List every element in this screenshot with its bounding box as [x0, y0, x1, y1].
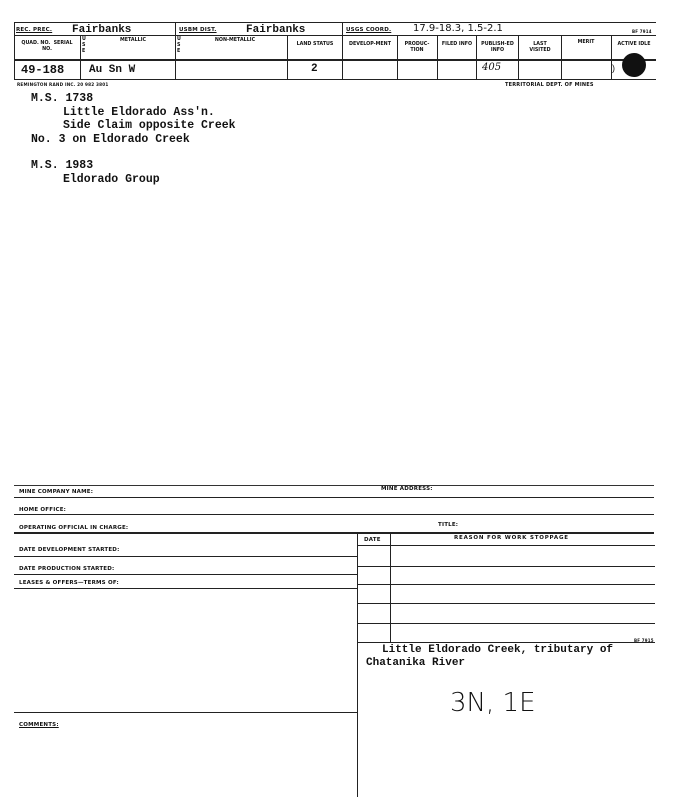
published-info-label: PUBLISH-ED INFO: [481, 42, 514, 53]
reason-column-label: REASON FOR WORK STOPPAGE: [454, 535, 569, 541]
metallic-use-label: U S E: [82, 37, 86, 54]
usbm-dist-value: Fairbanks: [246, 24, 306, 36]
published-info-value: 405: [482, 62, 502, 73]
claim-notes: [31, 92, 236, 186]
survey-line-1: M.S. 1738: [31, 92, 94, 105]
active-status-dot: [622, 53, 646, 77]
metallic-label: METALLIC: [119, 38, 147, 43]
rec-prec-label: REC. PREC.: [16, 27, 53, 33]
metallic-value: Au Sn W: [89, 64, 136, 76]
nonmetallic-label: NON-METALLIC: [214, 38, 256, 43]
date-column-label: DATE: [364, 537, 381, 543]
claim-name-line: Little Eldorado Ass'n.: [63, 105, 215, 119]
development-label: DEVELOP-MENT: [349, 42, 391, 47]
mine-company-label: MINE COMPANY NAME:: [19, 489, 94, 495]
form-number-top: BF 7914: [632, 29, 652, 34]
claim-creek-line: No. 3 on Eldorado Creek: [31, 132, 190, 146]
printer-line: REMINGTON RAND INC. 20 982 3801: [17, 82, 109, 87]
claim-side-line: Side Claim opposite Creek: [63, 119, 236, 132]
usgs-coord-value: 17.9-18.3, 1.5-2.1: [413, 23, 503, 34]
location-line-2: Chatanika River: [366, 657, 466, 669]
usbm-dist-label: USBM DIST.: [179, 27, 217, 33]
filed-info-label: FILED INFO: [441, 42, 473, 47]
location-line-1: Little Eldorado Creek, tributary of: [382, 644, 614, 656]
mine-address-label: MINE ADDRESS:: [381, 486, 433, 492]
comments-label: COMMENTS:: [19, 722, 59, 728]
active-idle-label: ACTIVE IDLE: [617, 42, 651, 47]
last-visited-label: LAST VISITED: [529, 42, 551, 53]
land-status-label: LAND STATUS: [296, 42, 334, 47]
merit-label: MERIT: [577, 40, 595, 45]
active-check-mark-icon: ): [612, 63, 615, 73]
group-name-line: Eldorado Group: [63, 172, 160, 186]
territorial-note: TERRITORIAL DEPT. OF MINES: [505, 82, 594, 88]
usgs-coord-label: USGS COORD.: [346, 27, 392, 33]
leases-offers-label: LEASES & OFFERS—TERMS OF:: [19, 580, 119, 586]
nonmetallic-use-label: U S E: [177, 37, 181, 54]
prod-started-label: DATE PRODUCTION STARTED:: [19, 566, 115, 572]
rec-prec-value: Fairbanks: [72, 24, 132, 36]
operating-official-label: OPERATING OFFICIAL IN CHARGE:: [19, 525, 129, 531]
location-description: [366, 644, 613, 670]
township-range-handwritten: 3N, 1E: [450, 688, 536, 718]
form-number-bottom: BF 7915: [634, 638, 654, 643]
quad-serial-label: QUAD. NO. SERIAL NO.: [21, 41, 73, 52]
dev-started-label: DATE DEVELOPMENT STARTED:: [19, 547, 120, 553]
quad-serial-value: 49-188: [21, 63, 65, 77]
land-status-value: 2: [311, 63, 318, 75]
home-office-label: HOME OFFICE:: [19, 507, 67, 513]
survey-line-2: M.S. 1983: [31, 159, 94, 172]
title-label: TITLE:: [438, 522, 459, 528]
production-label: PRODUC-TION: [404, 42, 430, 53]
